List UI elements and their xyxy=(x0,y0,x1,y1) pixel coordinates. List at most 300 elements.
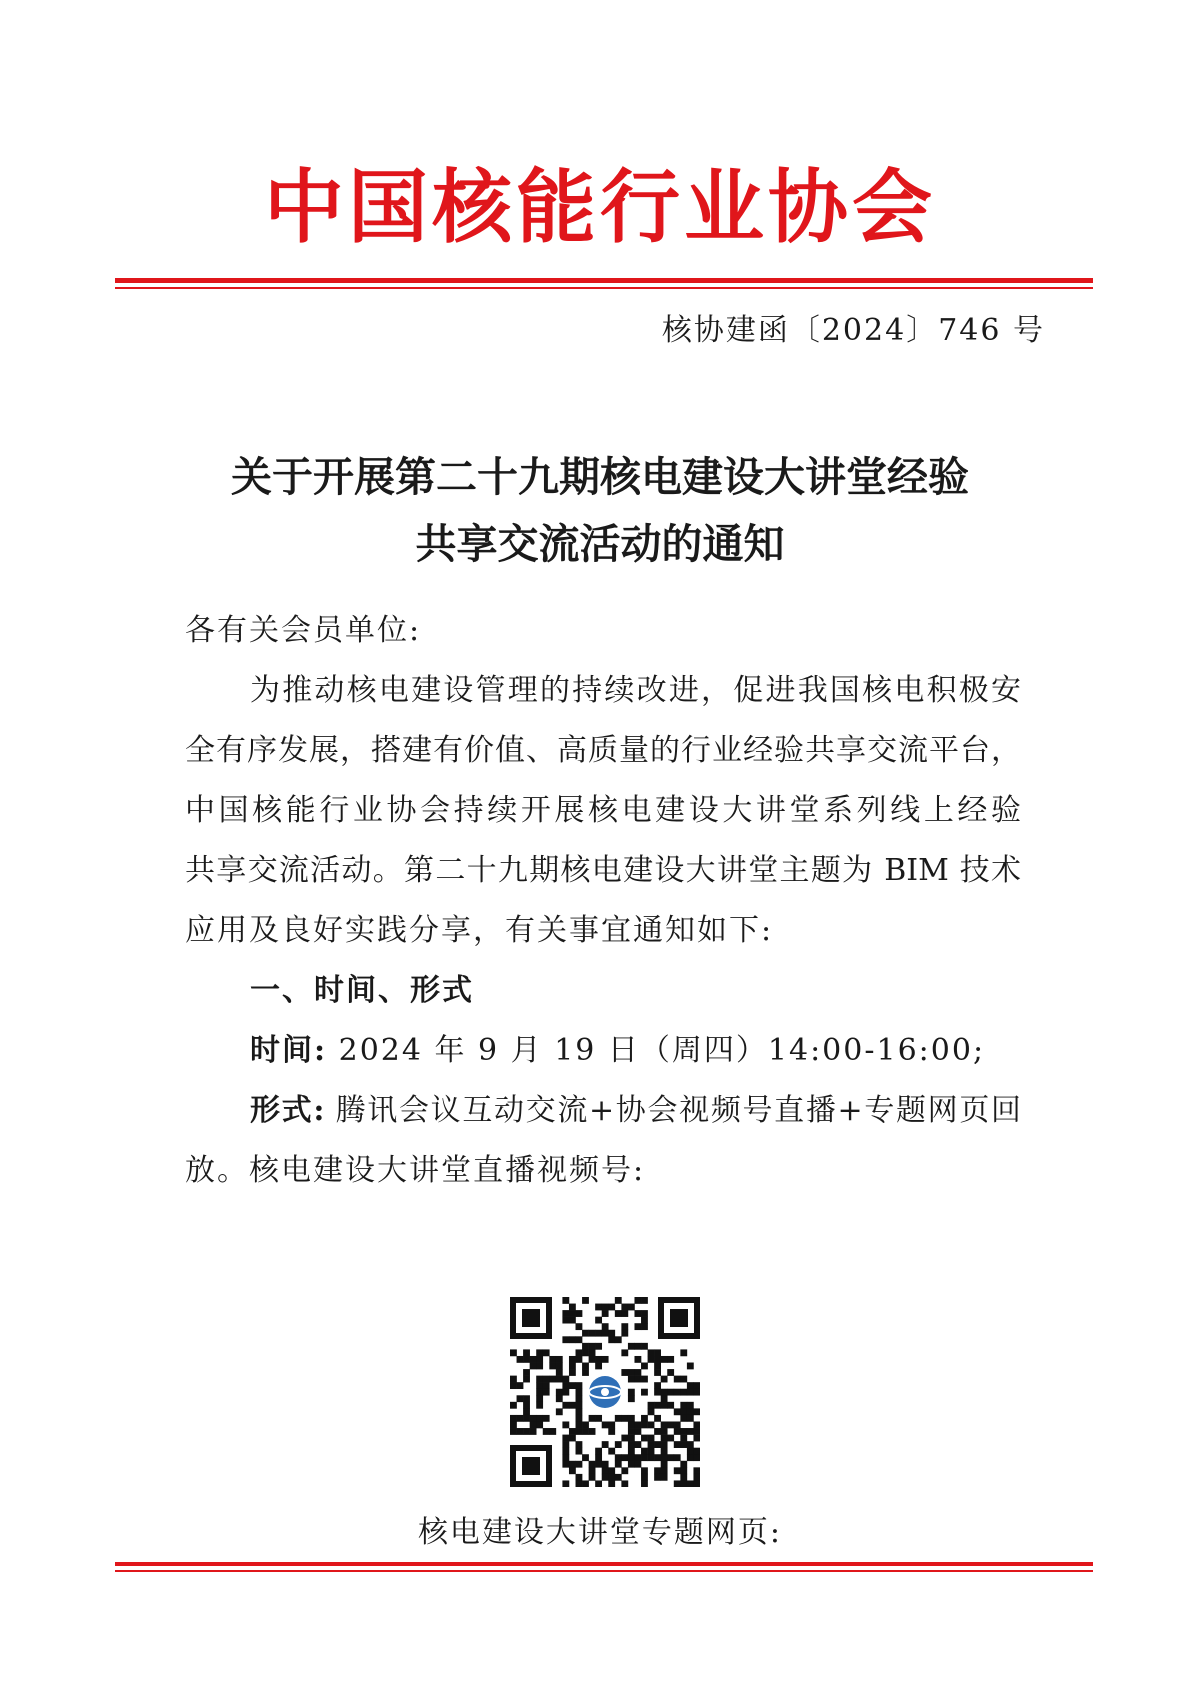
qr-module xyxy=(589,1428,596,1435)
qr-module xyxy=(687,1363,694,1370)
qr-module xyxy=(628,1435,635,1442)
qr-module xyxy=(641,1343,648,1350)
qr-module xyxy=(648,1408,655,1415)
qr-module xyxy=(595,1480,602,1487)
qr-module xyxy=(589,1343,596,1350)
qr-module xyxy=(530,1356,537,1363)
qr-module xyxy=(523,1402,530,1409)
qr-module xyxy=(576,1349,583,1356)
qr-module xyxy=(641,1467,648,1474)
qr-module xyxy=(536,1402,543,1409)
qr-module xyxy=(562,1336,569,1343)
qr-module xyxy=(569,1435,576,1442)
qr-module xyxy=(654,1467,661,1474)
qr-module xyxy=(608,1480,615,1487)
qr-module xyxy=(687,1415,694,1422)
qr-module xyxy=(523,1415,530,1422)
qr-module xyxy=(648,1454,655,1461)
qr-module xyxy=(680,1480,687,1487)
qr-module xyxy=(562,1402,569,1409)
qr-module xyxy=(634,1421,641,1428)
qr-module xyxy=(589,1330,596,1337)
association-logo-icon xyxy=(585,1372,625,1412)
qr-module xyxy=(621,1454,628,1461)
qr-module xyxy=(608,1474,615,1481)
qr-module xyxy=(569,1310,576,1317)
qr-module xyxy=(661,1461,668,1468)
qr-module xyxy=(576,1415,583,1422)
qr-module xyxy=(536,1395,543,1402)
qr-module xyxy=(602,1304,609,1311)
qr-module xyxy=(562,1480,569,1487)
qr-module xyxy=(661,1421,668,1428)
qr-module xyxy=(641,1323,648,1330)
qr-module xyxy=(674,1480,681,1487)
qr-module xyxy=(576,1310,583,1317)
qr-module xyxy=(562,1317,569,1324)
qr-module xyxy=(654,1415,661,1422)
qr-module xyxy=(628,1421,635,1428)
qr-module xyxy=(576,1421,583,1428)
qr-module xyxy=(576,1402,583,1409)
qr-module xyxy=(634,1310,641,1317)
qr-module xyxy=(589,1461,596,1468)
qr-module xyxy=(536,1421,543,1428)
qr-module xyxy=(648,1402,655,1409)
organization-title: 中国核能行业协会 xyxy=(264,161,936,254)
notice-title-line-1: 关于开展第二十九期核电建设大讲堂经验 xyxy=(231,453,969,501)
qr-module xyxy=(510,1415,517,1422)
qr-module xyxy=(667,1435,674,1442)
qr-module xyxy=(543,1389,550,1396)
qr-module xyxy=(641,1448,648,1455)
qr-module xyxy=(602,1421,609,1428)
qr-module xyxy=(628,1376,635,1383)
qr-module xyxy=(602,1356,609,1363)
qr-module xyxy=(582,1454,589,1461)
qr-module xyxy=(562,1310,569,1317)
qr-module xyxy=(680,1376,687,1383)
qr-module xyxy=(634,1428,641,1435)
qr-module xyxy=(608,1336,615,1343)
qr-module xyxy=(680,1474,687,1481)
qr-module xyxy=(582,1421,589,1428)
qr-module xyxy=(576,1441,583,1448)
qr-module xyxy=(602,1461,609,1468)
qr-module xyxy=(628,1415,635,1422)
qr-module xyxy=(556,1389,563,1396)
qr-module xyxy=(674,1421,681,1428)
qr-module xyxy=(530,1363,537,1370)
qr-module xyxy=(556,1395,563,1402)
qr-module xyxy=(648,1421,655,1428)
qr-module xyxy=(562,1454,569,1461)
qr-module xyxy=(628,1369,635,1376)
qr-module xyxy=(661,1474,668,1481)
qr-module xyxy=(687,1389,694,1396)
qr-module xyxy=(615,1441,622,1448)
qr-module xyxy=(641,1376,648,1383)
qr-module xyxy=(674,1428,681,1435)
qr-module xyxy=(661,1454,668,1461)
qr-module xyxy=(595,1317,602,1324)
format-value: 腾讯会议互动交流+协会视频号直播+专题网页回 xyxy=(324,1093,1021,1128)
qr-module xyxy=(582,1330,589,1337)
footer-divider-thin xyxy=(115,1570,1093,1572)
qr-module xyxy=(589,1467,596,1474)
paragraph-line: 为推动核电建设管理的持续改进，促进我国核电积极安 xyxy=(250,673,1021,708)
qr-module xyxy=(517,1428,524,1435)
qr-module xyxy=(641,1317,648,1324)
qr-module xyxy=(621,1349,628,1356)
qr-module xyxy=(569,1304,576,1311)
qr-module xyxy=(661,1448,668,1455)
qr-module xyxy=(569,1363,576,1370)
qr-module xyxy=(556,1408,563,1415)
qr-module xyxy=(687,1480,694,1487)
qr-module xyxy=(602,1474,609,1481)
qr-module xyxy=(641,1310,648,1317)
qr-module xyxy=(536,1415,543,1422)
footer-divider-thick xyxy=(115,1562,1093,1566)
qr-module xyxy=(674,1467,681,1474)
qr-module xyxy=(543,1415,550,1422)
qr-module xyxy=(667,1356,674,1363)
qr-module xyxy=(654,1363,661,1370)
qr-module xyxy=(693,1421,700,1428)
qr-module xyxy=(589,1349,596,1356)
qr-module xyxy=(615,1474,622,1481)
qr-module xyxy=(569,1428,576,1435)
qr-module xyxy=(687,1428,694,1435)
qr-module xyxy=(536,1356,543,1363)
qr-module xyxy=(556,1363,563,1370)
qr-module xyxy=(549,1356,556,1363)
qr-module xyxy=(582,1297,589,1304)
qr-module xyxy=(680,1461,687,1468)
qr-module xyxy=(641,1421,648,1428)
qr-module xyxy=(510,1402,517,1409)
qr-module xyxy=(634,1369,641,1376)
qr-module xyxy=(648,1448,655,1455)
qr-module xyxy=(608,1304,615,1311)
time-value: 2024 年 9 月 19 日（周四）14:00-16:00; xyxy=(327,1033,986,1068)
qr-module xyxy=(536,1363,543,1370)
qr-module xyxy=(595,1461,602,1468)
qr-module xyxy=(661,1402,668,1409)
qr-module xyxy=(556,1376,563,1383)
qr-module xyxy=(621,1435,628,1442)
qr-module xyxy=(543,1376,550,1383)
qr-module xyxy=(648,1435,655,1442)
qr-module xyxy=(693,1408,700,1415)
qr-module xyxy=(576,1323,583,1330)
qr-module xyxy=(634,1323,641,1330)
qr-module xyxy=(523,1369,530,1376)
qr-module xyxy=(569,1369,576,1376)
qr-module xyxy=(608,1467,615,1474)
qr-module xyxy=(589,1415,596,1422)
qr-module xyxy=(510,1421,517,1428)
qr-module xyxy=(687,1382,694,1389)
paragraph-line: 应用及良好实践分享，有关事宜通知如下: xyxy=(185,913,774,948)
qr-module xyxy=(621,1369,628,1376)
qr-module xyxy=(562,1297,569,1304)
qr-module xyxy=(536,1349,543,1356)
qr-module xyxy=(523,1376,530,1383)
qr-module xyxy=(523,1395,530,1402)
qr-module xyxy=(582,1349,589,1356)
qr-module xyxy=(634,1461,641,1468)
qr-module xyxy=(667,1369,674,1376)
qr-module xyxy=(680,1441,687,1448)
qr-module xyxy=(693,1474,700,1481)
qr-module xyxy=(549,1363,556,1370)
qr-module xyxy=(648,1441,655,1448)
qr-module xyxy=(523,1408,530,1415)
qr-module xyxy=(595,1448,602,1455)
qr-module xyxy=(569,1461,576,1468)
qr-module xyxy=(634,1297,641,1304)
qr-module xyxy=(634,1356,641,1363)
qr-module xyxy=(693,1428,700,1435)
qr-code-icon xyxy=(510,1297,700,1487)
qr-module xyxy=(543,1349,550,1356)
qr-module xyxy=(543,1428,550,1435)
qr-module xyxy=(674,1454,681,1461)
qr-module xyxy=(562,1382,569,1389)
qr-module xyxy=(510,1349,517,1356)
qr-caption: 核电建设大讲堂专题网页: xyxy=(417,1515,783,1550)
qr-module xyxy=(569,1317,576,1324)
qr-module xyxy=(510,1382,517,1389)
qr-module xyxy=(615,1310,622,1317)
qr-module xyxy=(641,1389,648,1396)
qr-module xyxy=(621,1330,628,1337)
qr-module xyxy=(628,1343,635,1350)
document-number: 核协建函〔2024〕746 号 xyxy=(661,313,1045,348)
qr-module xyxy=(680,1389,687,1396)
qr-module xyxy=(680,1349,687,1356)
qr-module xyxy=(693,1467,700,1474)
qr-module xyxy=(661,1428,668,1435)
qr-module xyxy=(648,1356,655,1363)
qr-module xyxy=(576,1408,583,1415)
qr-module xyxy=(608,1330,615,1337)
qr-module xyxy=(556,1356,563,1363)
qr-module xyxy=(576,1448,583,1455)
qr-module xyxy=(543,1382,550,1389)
qr-module xyxy=(661,1395,668,1402)
time-label: 时间: xyxy=(250,1033,328,1068)
qr-module xyxy=(602,1467,609,1474)
qr-module xyxy=(693,1454,700,1461)
qr-module xyxy=(530,1421,537,1428)
qr-module xyxy=(641,1415,648,1422)
qr-module xyxy=(621,1467,628,1474)
qr-module xyxy=(615,1336,622,1343)
qr-module xyxy=(693,1382,700,1389)
qr-module xyxy=(582,1369,589,1376)
qr-module xyxy=(654,1402,661,1409)
qr-module xyxy=(536,1376,543,1383)
qr-module xyxy=(661,1441,668,1448)
qr-module xyxy=(569,1356,576,1363)
header-divider-thin xyxy=(115,287,1093,289)
qr-module xyxy=(569,1467,576,1474)
qr-module xyxy=(608,1428,615,1435)
qr-module xyxy=(621,1310,628,1317)
qr-module xyxy=(661,1389,668,1396)
qr-module xyxy=(667,1454,674,1461)
qr-module xyxy=(621,1323,628,1330)
qr-module xyxy=(628,1448,635,1455)
paragraph-line: 全有序发展，搭建有价值、高质量的行业经验共享交流平台， xyxy=(185,733,1021,768)
qr-module xyxy=(628,1461,635,1468)
qr-module xyxy=(621,1304,628,1311)
qr-module xyxy=(654,1389,661,1396)
qr-module xyxy=(510,1376,517,1383)
qr-module xyxy=(530,1415,537,1422)
qr-module xyxy=(667,1389,674,1396)
qr-module xyxy=(530,1428,537,1435)
qr-module xyxy=(608,1448,615,1455)
qr-module xyxy=(576,1336,583,1343)
qr-module xyxy=(628,1454,635,1461)
qr-module xyxy=(595,1363,602,1370)
qr-module xyxy=(615,1297,622,1304)
qr-module xyxy=(523,1349,530,1356)
qr-module xyxy=(687,1448,694,1455)
qr-module xyxy=(517,1395,524,1402)
qr-module xyxy=(687,1402,694,1409)
qr-module xyxy=(634,1454,641,1461)
qr-module xyxy=(661,1467,668,1474)
qr-module xyxy=(510,1428,517,1435)
qr-module xyxy=(576,1480,583,1487)
qr-module xyxy=(569,1336,576,1343)
qr-module xyxy=(602,1441,609,1448)
qr-module xyxy=(693,1389,700,1396)
qr-module xyxy=(595,1454,602,1461)
qr-module xyxy=(628,1441,635,1448)
qr-module xyxy=(582,1363,589,1370)
qr-module xyxy=(654,1428,661,1435)
qr-module xyxy=(562,1389,569,1396)
qr-module xyxy=(634,1376,641,1383)
qr-module xyxy=(674,1408,681,1415)
qr-module xyxy=(562,1421,569,1428)
qr-module xyxy=(517,1356,524,1363)
qr-module xyxy=(595,1304,602,1311)
qr-module xyxy=(615,1415,622,1422)
qr-module xyxy=(674,1376,681,1383)
qr-module xyxy=(628,1395,635,1402)
qr-module xyxy=(654,1369,661,1376)
qr-module xyxy=(517,1415,524,1422)
qr-module xyxy=(680,1408,687,1415)
qr-module xyxy=(674,1441,681,1448)
qr-module xyxy=(589,1356,596,1363)
qr-module xyxy=(680,1402,687,1409)
qr-module xyxy=(621,1415,628,1422)
qr-module xyxy=(615,1454,622,1461)
qr-module xyxy=(549,1376,556,1383)
qr-module xyxy=(628,1389,635,1396)
paragraph-line: 中国核能行业协会持续开展核电建设大讲堂系列线上经验 xyxy=(185,793,1021,828)
qr-module xyxy=(576,1389,583,1396)
qr-module xyxy=(582,1480,589,1487)
qr-module xyxy=(634,1441,641,1448)
qr-module xyxy=(562,1435,569,1442)
qr-module xyxy=(654,1454,661,1461)
qr-module xyxy=(641,1435,648,1442)
qr-module xyxy=(602,1323,609,1330)
qr-module xyxy=(602,1330,609,1337)
qr-module xyxy=(595,1356,602,1363)
qr-module xyxy=(589,1474,596,1481)
qr-module xyxy=(693,1480,700,1487)
salutation: 各有关会员单位: xyxy=(185,613,422,648)
qr-module xyxy=(615,1461,622,1468)
qr-module xyxy=(576,1461,583,1468)
qr-module xyxy=(641,1474,648,1481)
qr-module xyxy=(523,1428,530,1435)
qr-module xyxy=(576,1382,583,1389)
qr-module xyxy=(667,1421,674,1428)
qr-module xyxy=(576,1356,583,1363)
qr-module xyxy=(608,1421,615,1428)
qr-module xyxy=(693,1448,700,1455)
paragraph-line: 共享交流活动。第二十九期核电建设大讲堂主题为 BIM 技术 xyxy=(185,853,1021,888)
qr-module xyxy=(556,1369,563,1376)
qr-module xyxy=(687,1454,694,1461)
qr-module xyxy=(582,1343,589,1350)
qr-module xyxy=(693,1435,700,1442)
qr-module xyxy=(576,1428,583,1435)
qr-module xyxy=(549,1428,556,1435)
header-divider-thick xyxy=(115,278,1093,283)
qr-module xyxy=(641,1480,648,1487)
section-heading-time-format: 一、时间、形式 xyxy=(250,973,474,1008)
qr-module xyxy=(562,1441,569,1448)
qr-module xyxy=(595,1343,602,1350)
qr-module xyxy=(576,1474,583,1481)
qr-module xyxy=(569,1382,576,1389)
qr-module xyxy=(582,1428,589,1435)
qr-module xyxy=(661,1435,668,1442)
time-line xyxy=(250,1031,985,1071)
qr-module xyxy=(641,1297,648,1304)
format-line xyxy=(250,1091,1021,1131)
qr-module xyxy=(576,1395,583,1402)
qr-module xyxy=(680,1467,687,1474)
qr-module xyxy=(523,1356,530,1363)
qr-module xyxy=(687,1408,694,1415)
qr-module xyxy=(595,1330,602,1337)
qr-module xyxy=(654,1349,661,1356)
qr-module xyxy=(562,1448,569,1455)
qr-module xyxy=(680,1435,687,1442)
qr-module xyxy=(641,1363,648,1370)
qr-module xyxy=(667,1402,674,1409)
qr-module xyxy=(654,1441,661,1448)
qr-module xyxy=(517,1382,524,1389)
qr-module xyxy=(621,1480,628,1487)
qr-module xyxy=(628,1304,635,1311)
format-label: 形式: xyxy=(250,1093,325,1128)
qr-module xyxy=(569,1402,576,1409)
